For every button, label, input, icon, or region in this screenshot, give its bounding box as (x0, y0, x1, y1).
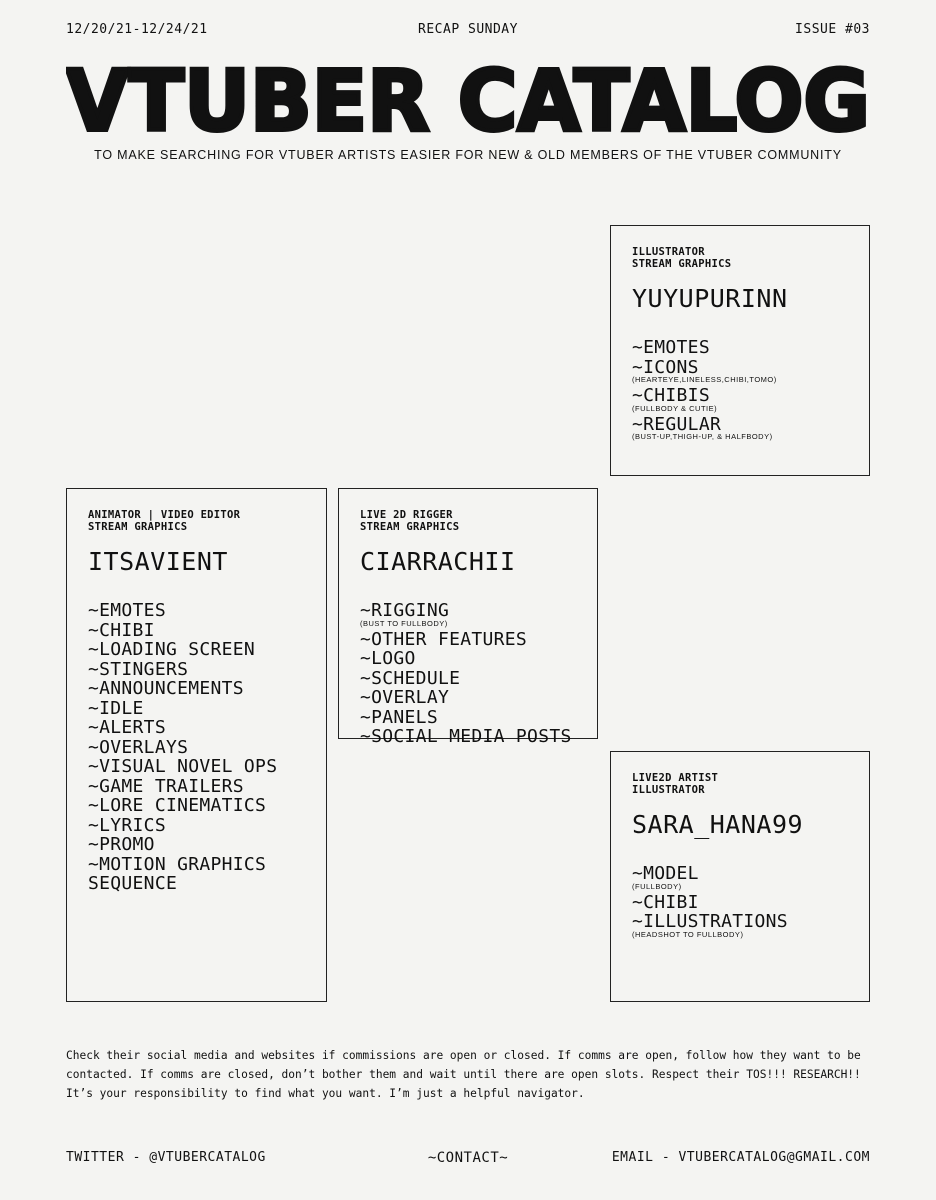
service-item: ~LOADING SCREEN (88, 639, 256, 660)
service-item: ~OVERLAY (360, 687, 450, 708)
artist-name: ITSAVIENT (88, 547, 228, 576)
service-item: ~PANELS (360, 706, 438, 728)
service-note: (HEARTEYE,LINELESS,CHIBI,TOMO) (632, 375, 777, 384)
service-item: ~CHIBI (88, 619, 155, 641)
edition-label: RECAP SUNDAY (418, 22, 518, 37)
service-list (632, 864, 848, 939)
service-item: ~ANNOUNCEMENTS (88, 678, 244, 699)
service-list (360, 601, 576, 747)
service-item: ~PROMO (88, 834, 155, 855)
artist-role: ANIMATOR | VIDEO EDITOR (88, 509, 241, 521)
artist-role: STREAM GRAPHICS (632, 258, 732, 270)
artist-role: LIVE 2D RIGGER (360, 509, 453, 521)
service-item: ~ALERTS (88, 717, 166, 738)
service-item: ~OTHER FEATURES (360, 628, 528, 650)
service-item: ~EMOTES (632, 337, 710, 358)
service-item: ~SOCIAL MEDIA POSTS (360, 726, 572, 747)
artist-card-sara-hana99 (610, 751, 870, 1002)
artist-role: ILLUSTRATOR (632, 784, 705, 796)
disclaimer-text: Check their social media and websites if commissions are open or closed. If comms are open, follow how they want to be contacted. If comms are closed, don’t bother them and wait until there are open slots. Respect their TOS!!! RESEARCH!! It’s your responsibility to find what you want. I’m just a helpful navigator. (66, 1049, 861, 1100)
service-item: ~IDLE (88, 697, 144, 719)
service-list (632, 338, 848, 441)
service-note: (BUST-UP,THIGH-UP, & HALFBODY) (632, 432, 773, 441)
service-item: ~LYRICS (88, 814, 166, 836)
service-note: (FULLBODY & CUTIE) (632, 403, 718, 413)
service-item: ~ILLUSTRATIONS (632, 911, 788, 932)
service-item: ~MOTION GRAPHICS (88, 853, 267, 875)
service-note: (FULLBODY) (632, 881, 682, 891)
twitter-handle[interactable]: TWITTER - @VTUBERCATALOG (66, 1150, 266, 1165)
artist-card-ciarrachii (338, 488, 598, 747)
service-item: ~LOGO (360, 648, 416, 669)
service-item: ~MODEL (632, 863, 699, 884)
service-note: (BUST TO FULLBODY) (360, 618, 448, 628)
artist-name: CIARRACHII (360, 547, 516, 576)
service-item: ~GAME TRAILERS (88, 775, 244, 797)
service-item: ~ICONS (632, 356, 699, 378)
artist-role: ILLUSTRATOR (632, 246, 705, 258)
service-item: ~SCHEDULE (360, 667, 461, 689)
contact-label: ~CONTACT~ (427, 1150, 509, 1166)
service-item: ~EMOTES (88, 600, 166, 621)
contact-email[interactable]: EMAIL - VTUBERCATALOG@GMAIL.COM (611, 1150, 870, 1165)
artist-card-yuyupurinn (610, 225, 870, 476)
service-item: ~REGULAR (632, 413, 722, 435)
masthead-title-text: VTUBER CATALOG (66, 62, 870, 142)
service-item: SEQUENCE (88, 873, 178, 894)
masthead-title (66, 62, 870, 142)
artist-name: SARA_HANA99 (632, 810, 804, 839)
service-item: ~VISUAL NOVEL OPS (88, 756, 278, 777)
service-item: ~RIGGING (360, 600, 450, 621)
artist-name: YUYUPURINN (632, 284, 788, 313)
artist-role: LIVE2D ARTIST (632, 772, 719, 784)
service-item: ~STINGERS (88, 658, 189, 680)
artist-card-itsavient (66, 488, 327, 1002)
artist-role: STREAM GRAPHICS (88, 521, 188, 533)
date-range: 12/20/21-12/24/21 (66, 22, 208, 37)
service-note: (HEADSHOT TO FULLBODY) (632, 929, 744, 939)
service-item: ~CHIBI (632, 891, 699, 913)
service-item: ~LORE CINEMATICS (88, 795, 267, 816)
service-item: ~CHIBIS (632, 385, 710, 406)
artist-role: STREAM GRAPHICS (360, 521, 460, 533)
service-item: ~OVERLAYS (88, 736, 189, 758)
issue-number: ISSUE #03 (795, 22, 870, 37)
tagline: TO MAKE SEARCHING FOR VTUBER ARTISTS EASIER FOR NEW & OLD MEMBERS OF THE VTUBER COMMUNITY (94, 148, 842, 162)
service-list (88, 601, 305, 894)
